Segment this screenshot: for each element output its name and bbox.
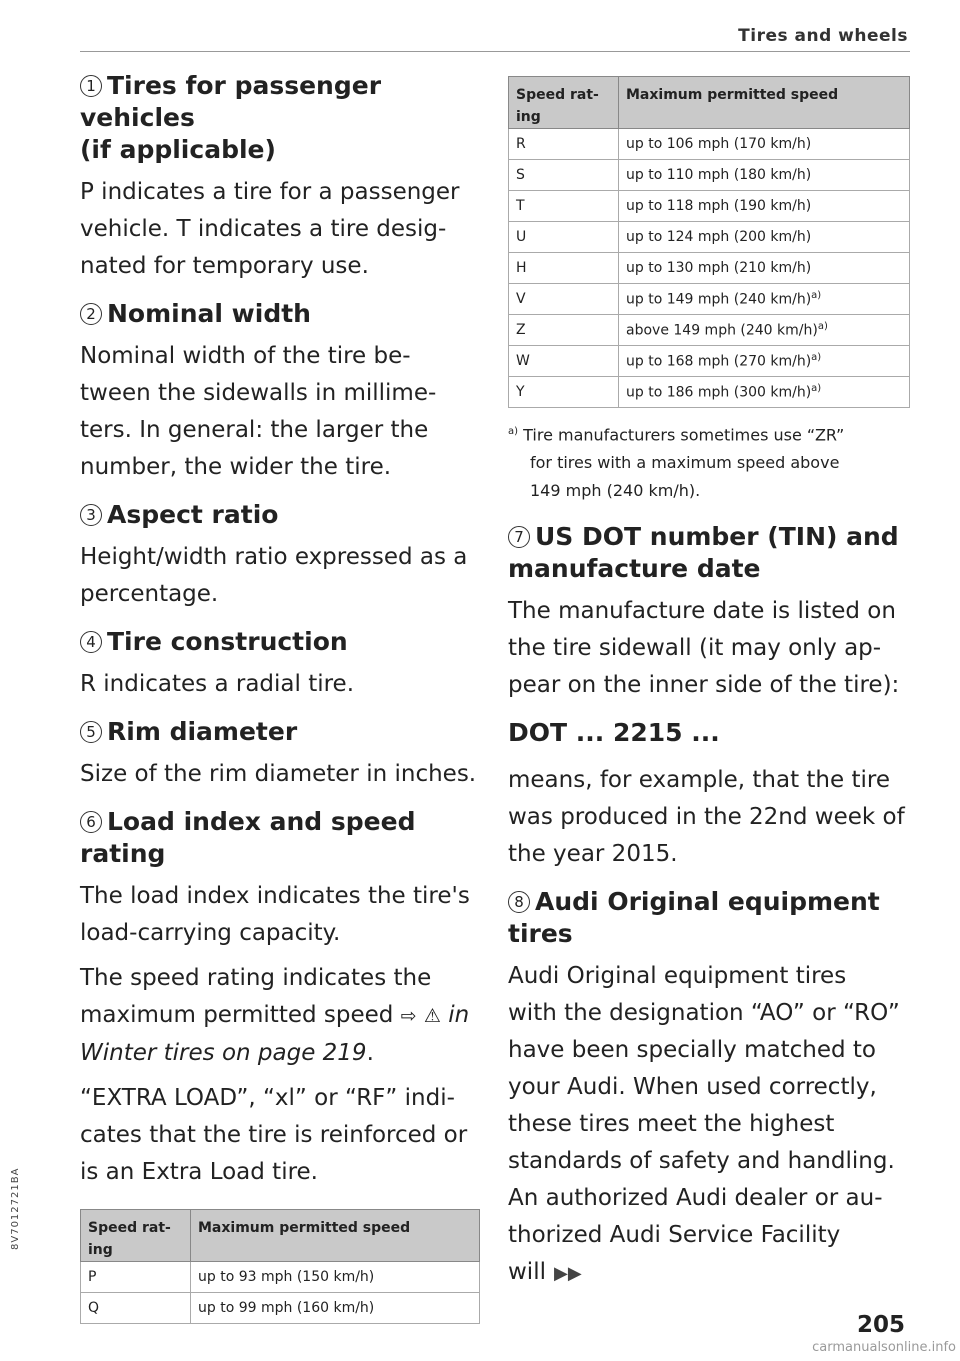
rating-cell: H [509, 253, 619, 284]
watermark: carmanualsonline.info [812, 1340, 956, 1355]
speed-cell: up to 99 mph (160 km/h) [191, 1293, 480, 1324]
table-header-speed: Maximum permitted speed [191, 1210, 480, 1262]
section-8-heading [508, 886, 910, 950]
cross-reference-link[interactable]: in Winter tires on page 219 [80, 1002, 470, 1066]
section-6-body-2: The speed rating indicates the maximum permitted speed ⇨ ⚠ in Winter tires on page 219. [80, 965, 470, 1066]
section-5-body: Size of the rim diameter in inches. [80, 761, 477, 787]
speed-cell: up to 110 mph (180 km/h) [619, 160, 910, 191]
callout-number: 6 [80, 811, 102, 833]
section-7-heading [508, 521, 910, 585]
table-row [509, 377, 910, 408]
callout-number: 5 [80, 721, 102, 743]
section-1-title: Tires for passenger vehicles (if applicable) [80, 71, 382, 164]
section-5-heading [80, 716, 480, 748]
section-3-title: Aspect ratio [107, 500, 279, 529]
section-2-heading [80, 298, 480, 330]
running-header: Tires and wheels [738, 26, 908, 46]
table-header-speed: Maximum permitted speed [619, 77, 910, 129]
speed-cell: up to 149 mph (240 km/h)$^{a)}$ [619, 284, 910, 315]
rating-cell: P [81, 1262, 191, 1293]
section-6-heading [80, 806, 480, 870]
rating-cell: V [509, 284, 619, 315]
speed-cell: up to 186 mph (300 km/h)$^{a)}$ [619, 377, 910, 408]
section-4-title: Tire construction [107, 627, 348, 656]
table-row [81, 1293, 480, 1324]
header-divider [80, 51, 910, 52]
footnote-marker: a) [811, 383, 822, 395]
right-column [508, 76, 910, 1292]
footnote-marker: a) [817, 321, 828, 333]
speed-cell: up to 93 mph (150 km/h) [191, 1262, 480, 1293]
speed-cell: up to 168 mph (270 km/h)$^{a)}$ [619, 346, 910, 377]
table-row [509, 315, 910, 346]
footnote-marker: a) [811, 352, 822, 364]
section-1-heading [80, 70, 480, 166]
section-7-title: US DOT number (TIN) and manufacture date [508, 522, 899, 584]
callout-number: 7 [508, 526, 530, 548]
speed-cell: up to 106 mph (170 km/h) [619, 129, 910, 160]
callout-number: 1 [80, 75, 102, 97]
section-4-body: R indicates a radial tire. [80, 671, 355, 697]
table-header-rating: Speed rat- ing [81, 1210, 191, 1262]
section-2-body: Nominal width of the tire be- tween the sidewalls in millime- ters. In general: the larger the number, the wider the tire. [80, 343, 437, 480]
rating-cell: W [509, 346, 619, 377]
warning-icon: ⚠ [423, 1005, 441, 1027]
document-code: 8V7012721BA [10, 1167, 21, 1250]
rating-cell: S [509, 160, 619, 191]
section-7-body-2: means, for example, that the tire was produced in the 22nd week of the year 2015. [508, 767, 905, 868]
speed-cell: up to 118 mph (190 km/h) [619, 191, 910, 222]
section-8-title: Audi Original equipment tires [508, 887, 880, 949]
speed-cell: up to 124 mph (200 km/h) [619, 222, 910, 253]
rating-cell: Y [509, 377, 619, 408]
rating-cell: Q [81, 1293, 191, 1324]
section-3-heading [80, 499, 480, 531]
section-4-heading [80, 626, 480, 658]
speed-cell: up to 130 mph (210 km/h) [619, 253, 910, 284]
table-row [509, 129, 910, 160]
rating-cell: U [509, 222, 619, 253]
callout-number: 4 [80, 631, 102, 653]
table-row [509, 346, 910, 377]
table-header-rating: Speed rat- ing [509, 77, 619, 129]
footnote-marker: a) [811, 290, 822, 302]
rating-cell: T [509, 191, 619, 222]
rating-cell: R [509, 129, 619, 160]
callout-number: 3 [80, 504, 102, 526]
table-footnote: $^{a)}$ Tire manufacturers sometimes use “ZR” for tires with a maximum speed above 149 mph (240 km/h). [508, 425, 845, 501]
table-row [509, 222, 910, 253]
section-2-title: Nominal width [107, 299, 311, 328]
section-6-title: Load index and speed rating [80, 807, 416, 868]
section-1-body: P indicates a tire for a passenger vehicle. T indicates a tire desig- nated for temporary use. [80, 179, 460, 279]
section-6-body-3: “EXTRA LOAD”, “xl” or “RF” indi- cates that the tire is reinforced or is an Extra Load tire. [80, 1085, 468, 1185]
left-column [80, 70, 480, 1324]
dot-code-example: DOT ... 2215 ... [508, 718, 720, 748]
speed-cell: above 149 mph (240 km/h)$^{a)}$ [619, 315, 910, 346]
section-3-body: Height/width ratio expressed as a percentage. [80, 544, 468, 607]
table-row [81, 1262, 480, 1293]
section-8-body: Audi Original equipment tires with the designation “AO” or “RO” have been specially matched to your Audi. When used correctly, these tires meet the highest standards of safety and handling. An authorized Audi dealer or au- thorized Audi Service Facility will ▶▶ [508, 963, 900, 1286]
arrow-right-icon: ⇨ [400, 1005, 417, 1027]
section-5-title: Rim diameter [107, 717, 298, 746]
section-6-body-1: The load index indicates the tire's load-carrying capacity. [80, 883, 470, 946]
callout-number: 2 [80, 303, 102, 325]
table-row [509, 160, 910, 191]
table-row [509, 284, 910, 315]
continued-arrow-icon: ▶▶ [553, 1263, 582, 1285]
section-7-body-1: The manufacture date is listed on the tire sidewall (it may only ap- pear on the inner side of the tire): [508, 598, 900, 699]
speed-rating-table-right [508, 76, 910, 408]
table-row [509, 253, 910, 284]
speed-rating-table-left [80, 1209, 480, 1324]
callout-number: 8 [508, 891, 530, 913]
table-row [509, 191, 910, 222]
page-number: 205 [856, 1312, 905, 1338]
rating-cell: Z [509, 315, 619, 346]
